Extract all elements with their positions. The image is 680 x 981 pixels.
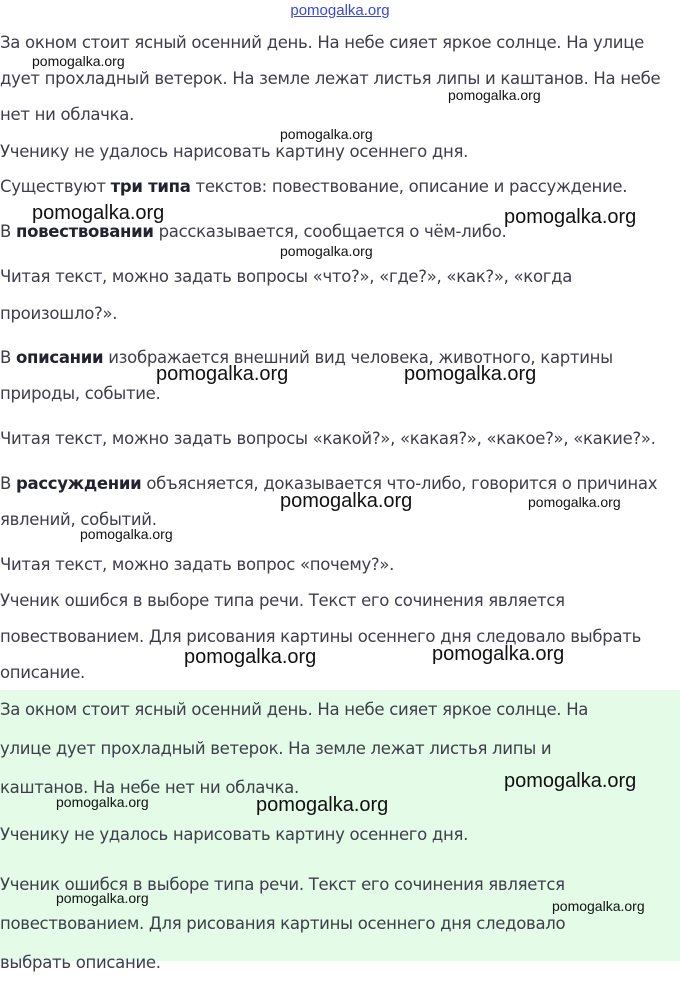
bold-term: три типа [110,177,191,196]
watermark: pomogalka.org [280,126,373,142]
text-line: повествованием. Для рисования картины осеннего дня следовало выбрать [0,627,641,646]
text-line: дует прохладный ветерок. На земле лежат листья липы и каштанов. На небе [0,69,661,88]
text-line: описание. [0,663,85,682]
watermark: pomogalka.org [504,770,637,792]
watermark: pomogalka.org [184,646,317,668]
watermark: pomogalka.org [32,53,125,69]
text-line: Читая текст, можно задать вопросы «что?», «где?», «как?», «когда [0,267,573,286]
watermark: pomogalka.org [256,794,389,816]
text-line: Существуют три типа текстов: повествование, описание и рассуждение. [0,177,628,196]
answer-line: улице дует прохладный ветерок. На земле лежат листья липы и [0,739,552,758]
watermark: pomogalka.org [56,890,149,906]
watermark: pomogalka.org [432,643,565,665]
answer-line: выбрать описание. [0,953,161,972]
answer-line: За окном стоит ясный осенний день. На небе сияет яркое солнце. На [0,700,589,719]
bold-term: описании [15,348,104,367]
answer-line: Ученику не удалось нарисовать картину осеннего дня. [0,825,469,844]
text-line: Читая текст, можно задать вопросы «какой?», «какая?», «какое?», «какие?». [0,429,656,448]
answer-line: Ученик ошибся в выборе типа речи. Текст его сочинения является [0,875,565,894]
text-line: В описании изображается внешний вид человека, животного, картины [0,348,613,367]
watermark: pomogalka.org [280,490,413,512]
text-line: нет ни облачка. [0,105,135,124]
answer-line: каштанов. На небе нет ни облачка. [0,778,299,797]
bold-term: рассуждении [15,474,142,493]
text-line: Ученику не удалось нарисовать картину осеннего дня. [0,142,469,161]
watermark: pomogalka.org [552,898,645,914]
header-watermark-link[interactable]: pomogalka.org [290,2,390,19]
watermark: pomogalka.org [156,363,289,385]
text-line: природы, событие. [0,384,161,403]
text-line: произошло?». [0,304,118,323]
watermark: pomogalka.org [32,202,165,224]
text-line: В рассуждении объясняется, доказывается что-либо, говорится о причинах [0,474,658,493]
text-line: Ученик ошибся в выборе типа речи. Текст его сочинения является [0,591,565,610]
text-line: За окном стоит ясный осенний день. На небе сияет яркое солнце. На улице [0,33,644,52]
watermark: pomogalka.org [404,363,537,385]
watermark: pomogalka.org [280,243,373,259]
text-line: явлений, событий. [0,510,157,529]
watermark: pomogalka.org [528,494,621,510]
bold-term: повествовании [15,222,154,241]
watermark: pomogalka.org [504,206,637,228]
watermark: pomogalka.org [80,526,173,542]
watermark: pomogalka.org [448,87,541,103]
text-line: В повествовании рассказывается, сообщается о чём-либо. [0,222,507,241]
answer-line: повествованием. Для рисования картины осеннего дня следовало [0,914,566,933]
watermark: pomogalka.org [56,794,149,810]
text-line: Читая текст, можно задать вопрос «почему?». [0,555,395,574]
